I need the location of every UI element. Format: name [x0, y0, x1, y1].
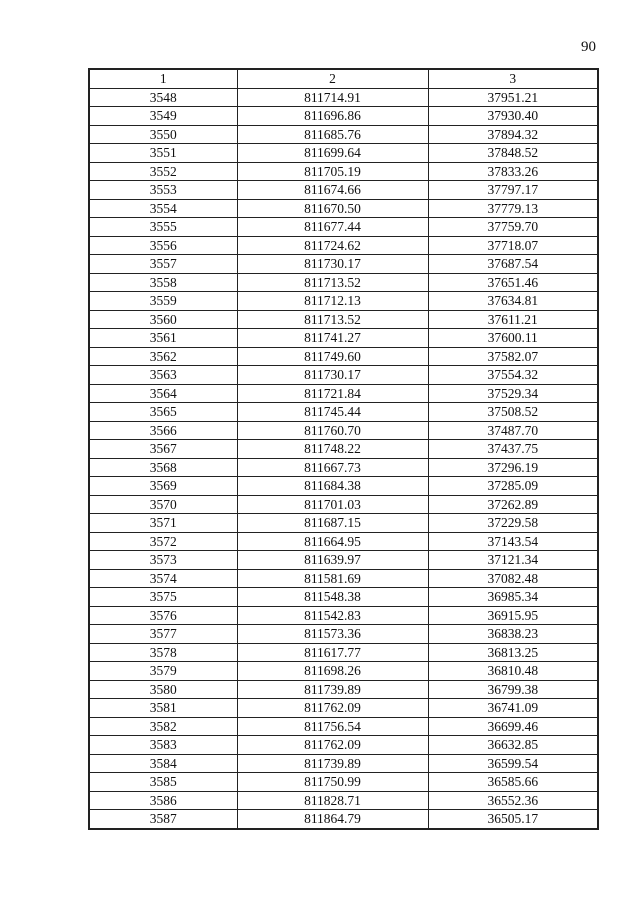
x-coordinate-cell: 811685.76: [237, 125, 428, 144]
x-coordinate-cell: 811667.73: [237, 458, 428, 477]
point-number-cell: 3548: [89, 88, 237, 107]
y-coordinate-cell: 37082.48: [428, 569, 598, 588]
y-coordinate-cell: 37634.81: [428, 292, 598, 311]
y-coordinate-cell: 37437.75: [428, 440, 598, 459]
x-coordinate-cell: 811701.03: [237, 495, 428, 514]
x-coordinate-cell: 811687.15: [237, 514, 428, 533]
table-row: [89, 366, 598, 385]
x-coordinate-cell: 811548.38: [237, 588, 428, 607]
x-coordinate-cell: 811730.17: [237, 366, 428, 385]
x-coordinate-cell: 811696.86: [237, 107, 428, 126]
table-row: [89, 588, 598, 607]
x-coordinate-cell: 811730.17: [237, 255, 428, 274]
x-coordinate-cell: 811741.27: [237, 329, 428, 348]
x-coordinate-cell: 811664.95: [237, 532, 428, 551]
point-number-cell: 3558: [89, 273, 237, 292]
x-coordinate-cell: 811721.84: [237, 384, 428, 403]
x-coordinate-cell: 811713.52: [237, 310, 428, 329]
point-number-cell: 3574: [89, 569, 237, 588]
table-row: [89, 569, 598, 588]
point-number-cell: 3586: [89, 791, 237, 810]
point-number-cell: 3567: [89, 440, 237, 459]
table-row: [89, 791, 598, 810]
y-coordinate-cell: 37262.89: [428, 495, 598, 514]
y-coordinate-cell: 36810.48: [428, 662, 598, 681]
x-coordinate-cell: 811756.54: [237, 717, 428, 736]
y-coordinate-cell: 37894.32: [428, 125, 598, 144]
x-coordinate-cell: 811705.19: [237, 162, 428, 181]
x-coordinate-cell: 811698.26: [237, 662, 428, 681]
point-number-cell: 3582: [89, 717, 237, 736]
header-column-3: 3: [428, 69, 598, 88]
table-row: [89, 162, 598, 181]
y-coordinate-cell: 37296.19: [428, 458, 598, 477]
table-row: [89, 643, 598, 662]
y-coordinate-cell: 36799.38: [428, 680, 598, 699]
x-coordinate-cell: 811573.36: [237, 625, 428, 644]
header-column-2: 2: [237, 69, 428, 88]
y-coordinate-cell: 37121.34: [428, 551, 598, 570]
point-number-cell: 3587: [89, 810, 237, 829]
table-body: [89, 88, 598, 829]
coordinates-table-container: [88, 68, 599, 830]
table-row: [89, 292, 598, 311]
y-coordinate-cell: 37759.70: [428, 218, 598, 237]
page-number: 90: [581, 39, 596, 55]
table-row: [89, 347, 598, 366]
y-coordinate-cell: 36741.09: [428, 699, 598, 718]
y-coordinate-cell: 36632.85: [428, 736, 598, 755]
table-row: [89, 218, 598, 237]
x-coordinate-cell: 811762.09: [237, 736, 428, 755]
y-coordinate-cell: 37651.46: [428, 273, 598, 292]
x-coordinate-cell: 811713.52: [237, 273, 428, 292]
y-coordinate-cell: 37554.32: [428, 366, 598, 385]
point-number-cell: 3584: [89, 754, 237, 773]
y-coordinate-cell: 37285.09: [428, 477, 598, 496]
x-coordinate-cell: 811762.09: [237, 699, 428, 718]
x-coordinate-cell: 811739.89: [237, 680, 428, 699]
table-row: [89, 440, 598, 459]
point-number-cell: 3557: [89, 255, 237, 274]
x-coordinate-cell: 811674.66: [237, 181, 428, 200]
x-coordinate-cell: 811828.71: [237, 791, 428, 810]
point-number-cell: 3550: [89, 125, 237, 144]
x-coordinate-cell: 811749.60: [237, 347, 428, 366]
point-number-cell: 3552: [89, 162, 237, 181]
table-row: [89, 421, 598, 440]
y-coordinate-cell: 36552.36: [428, 791, 598, 810]
point-number-cell: 3572: [89, 532, 237, 551]
y-coordinate-cell: 37833.26: [428, 162, 598, 181]
x-coordinate-cell: 811677.44: [237, 218, 428, 237]
x-coordinate-cell: 811712.13: [237, 292, 428, 311]
point-number-cell: 3581: [89, 699, 237, 718]
point-number-cell: 3576: [89, 606, 237, 625]
x-coordinate-cell: 811670.50: [237, 199, 428, 218]
table-row: [89, 403, 598, 422]
x-coordinate-cell: 811760.70: [237, 421, 428, 440]
table-row: [89, 495, 598, 514]
y-coordinate-cell: 37487.70: [428, 421, 598, 440]
x-coordinate-cell: 811745.44: [237, 403, 428, 422]
y-coordinate-cell: 37779.13: [428, 199, 598, 218]
y-coordinate-cell: 36699.46: [428, 717, 598, 736]
point-number-cell: 3562: [89, 347, 237, 366]
table-row: [89, 810, 598, 829]
y-coordinate-cell: 37718.07: [428, 236, 598, 255]
point-number-cell: 3549: [89, 107, 237, 126]
table-row: [89, 717, 598, 736]
x-coordinate-cell: 811542.83: [237, 606, 428, 625]
point-number-cell: 3564: [89, 384, 237, 403]
x-coordinate-cell: 811581.69: [237, 569, 428, 588]
table-row: [89, 754, 598, 773]
table-row: [89, 236, 598, 255]
table-row: [89, 310, 598, 329]
table-row: [89, 606, 598, 625]
table-row: [89, 532, 598, 551]
y-coordinate-cell: 36985.34: [428, 588, 598, 607]
x-coordinate-cell: 811724.62: [237, 236, 428, 255]
point-number-cell: 3563: [89, 366, 237, 385]
y-coordinate-cell: 36599.54: [428, 754, 598, 773]
point-number-cell: 3554: [89, 199, 237, 218]
y-coordinate-cell: 37797.17: [428, 181, 598, 200]
table-header-row: [89, 69, 598, 88]
point-number-cell: 3566: [89, 421, 237, 440]
point-number-cell: 3559: [89, 292, 237, 311]
point-number-cell: 3568: [89, 458, 237, 477]
table-row: [89, 125, 598, 144]
coordinates-table: [88, 68, 599, 830]
point-number-cell: 3551: [89, 144, 237, 163]
point-number-cell: 3585: [89, 773, 237, 792]
table-row: [89, 477, 598, 496]
table-row: [89, 144, 598, 163]
y-coordinate-cell: 37508.52: [428, 403, 598, 422]
x-coordinate-cell: 811699.64: [237, 144, 428, 163]
y-coordinate-cell: 37848.52: [428, 144, 598, 163]
x-coordinate-cell: 811750.99: [237, 773, 428, 792]
table-row: [89, 107, 598, 126]
x-coordinate-cell: 811714.91: [237, 88, 428, 107]
table-row: [89, 384, 598, 403]
table-row: [89, 662, 598, 681]
point-number-cell: 3570: [89, 495, 237, 514]
table-row: [89, 88, 598, 107]
x-coordinate-cell: 811639.97: [237, 551, 428, 570]
point-number-cell: 3575: [89, 588, 237, 607]
y-coordinate-cell: 37951.21: [428, 88, 598, 107]
y-coordinate-cell: 37582.07: [428, 347, 598, 366]
table-row: [89, 514, 598, 533]
y-coordinate-cell: 37687.54: [428, 255, 598, 274]
point-number-cell: 3560: [89, 310, 237, 329]
table-row: [89, 773, 598, 792]
point-number-cell: 3555: [89, 218, 237, 237]
table-row: [89, 551, 598, 570]
table-row: [89, 199, 598, 218]
y-coordinate-cell: 37143.54: [428, 532, 598, 551]
y-coordinate-cell: 37930.40: [428, 107, 598, 126]
table-row: [89, 736, 598, 755]
point-number-cell: 3573: [89, 551, 237, 570]
point-number-cell: 3571: [89, 514, 237, 533]
y-coordinate-cell: 37529.34: [428, 384, 598, 403]
table-row: [89, 255, 598, 274]
point-number-cell: 3583: [89, 736, 237, 755]
x-coordinate-cell: 811617.77: [237, 643, 428, 662]
point-number-cell: 3561: [89, 329, 237, 348]
x-coordinate-cell: 811748.22: [237, 440, 428, 459]
table-row: [89, 273, 598, 292]
y-coordinate-cell: 37611.21: [428, 310, 598, 329]
point-number-cell: 3553: [89, 181, 237, 200]
y-coordinate-cell: 36813.25: [428, 643, 598, 662]
table-row: [89, 625, 598, 644]
point-number-cell: 3578: [89, 643, 237, 662]
x-coordinate-cell: 811864.79: [237, 810, 428, 829]
point-number-cell: 3577: [89, 625, 237, 644]
point-number-cell: 3565: [89, 403, 237, 422]
y-coordinate-cell: 36838.23: [428, 625, 598, 644]
header-column-1: 1: [89, 69, 237, 88]
x-coordinate-cell: 811739.89: [237, 754, 428, 773]
y-coordinate-cell: 37229.58: [428, 514, 598, 533]
table-row: [89, 329, 598, 348]
y-coordinate-cell: 36915.95: [428, 606, 598, 625]
x-coordinate-cell: 811684.38: [237, 477, 428, 496]
y-coordinate-cell: 36505.17: [428, 810, 598, 829]
table-row: [89, 680, 598, 699]
point-number-cell: 3569: [89, 477, 237, 496]
table-row: [89, 181, 598, 200]
point-number-cell: 3580: [89, 680, 237, 699]
y-coordinate-cell: 36585.66: [428, 773, 598, 792]
point-number-cell: 3579: [89, 662, 237, 681]
y-coordinate-cell: 37600.11: [428, 329, 598, 348]
table-row: [89, 699, 598, 718]
table-row: [89, 458, 598, 477]
point-number-cell: 3556: [89, 236, 237, 255]
